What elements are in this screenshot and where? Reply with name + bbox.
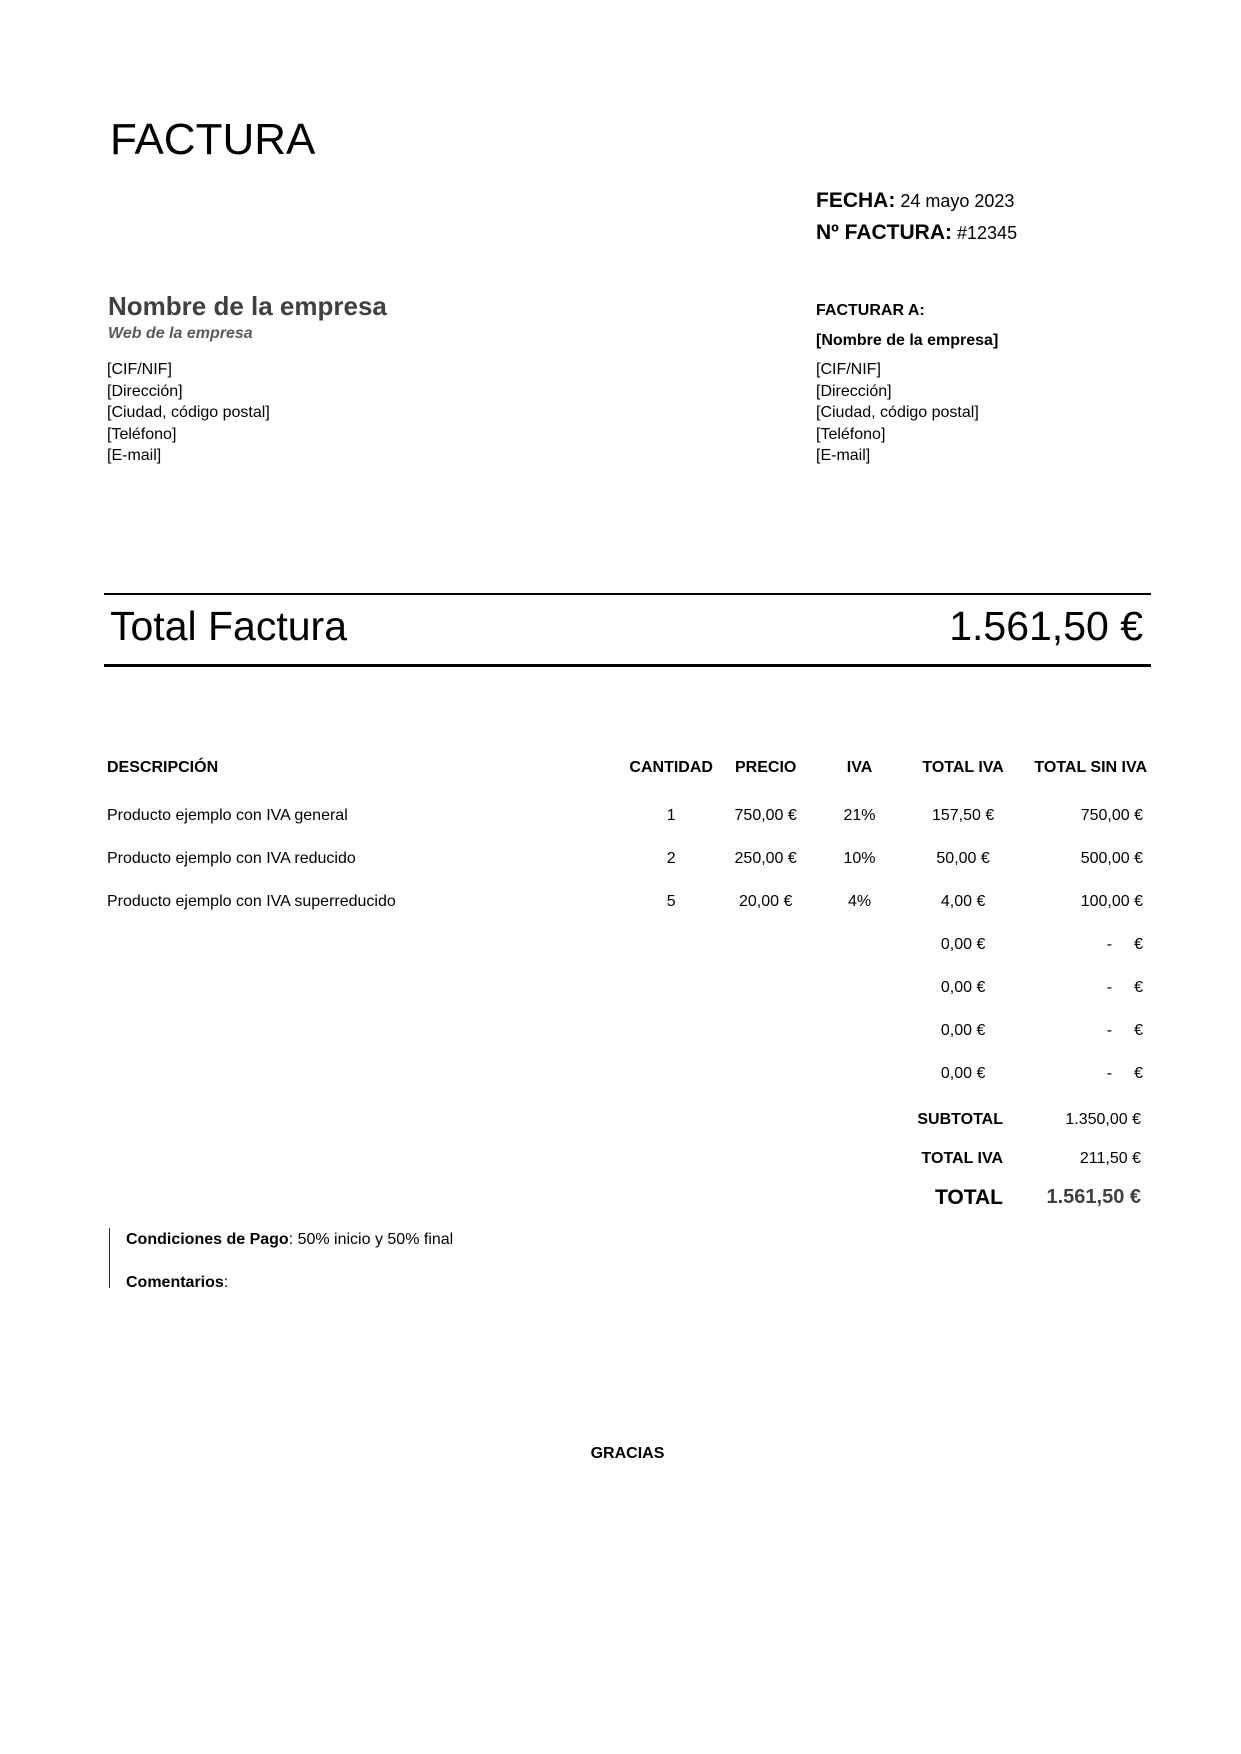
seller-company-name: Nombre de la empresa bbox=[108, 291, 387, 321]
cell-price bbox=[721, 1009, 810, 1052]
cell-total-iva: 0,00 € bbox=[940, 935, 986, 953]
cell-quantity bbox=[621, 923, 721, 966]
cell-total-sin-iva: 500,00 € bbox=[1080, 849, 1143, 867]
cell-quantity bbox=[621, 966, 721, 1009]
divider-bottom bbox=[104, 664, 1151, 667]
euro-symbol: € bbox=[1134, 1021, 1143, 1039]
total-iva-value: 211,50 € bbox=[1079, 1150, 1141, 1167]
seller-phone: [Teléfono] bbox=[107, 425, 177, 443]
comments bbox=[126, 1275, 228, 1291]
bill-to-address: [Dirección] bbox=[816, 382, 892, 400]
document-title: FACTURA bbox=[110, 115, 316, 164]
subtotal-value: 1.350,00 € bbox=[1065, 1111, 1141, 1128]
cell-price bbox=[721, 1052, 810, 1095]
bill-to-phone: [Teléfono] bbox=[816, 425, 886, 443]
bill-to-tax-id: [CIF/NIF] bbox=[816, 361, 881, 378]
subtotal-label: SUBTOTAL bbox=[917, 1111, 1003, 1128]
header-total-iva: TOTAL IVA bbox=[922, 759, 1004, 776]
empty-amount-dash: - bbox=[1106, 1064, 1113, 1082]
empty-amount-dash: - bbox=[1106, 1021, 1113, 1039]
cell-description bbox=[104, 966, 621, 1009]
cell-quantity: 2 bbox=[666, 849, 676, 867]
thanks-footer: GRACIAS bbox=[590, 1445, 665, 1462]
cell-total-iva: 50,00 € bbox=[936, 849, 990, 867]
header-description: DESCRIPCIÓN bbox=[107, 759, 219, 776]
comments-label: Comentarios bbox=[126, 1274, 224, 1291]
empty-amount-dash: - bbox=[1106, 935, 1113, 953]
seller-company-web: Web de la empresa bbox=[108, 325, 253, 342]
cell-description: Producto ejemplo con IVA general bbox=[107, 806, 348, 824]
grand-total-label: TOTAL bbox=[934, 1186, 1003, 1209]
seller-address-block bbox=[107, 359, 270, 467]
cell-total-iva: 157,50 € bbox=[931, 806, 995, 824]
seller-city: [Ciudad, código postal] bbox=[107, 404, 270, 421]
cell-description: Producto ejemplo con IVA superreducido bbox=[107, 892, 396, 910]
total-banner-value: 1.561,50 € bbox=[949, 603, 1143, 649]
cell-quantity bbox=[621, 1052, 721, 1095]
cell-description bbox=[104, 1052, 621, 1095]
date-value: 24 mayo 2023 bbox=[900, 191, 1015, 211]
invoice-number bbox=[816, 222, 1017, 243]
invoice-number-label: Nº FACTURA: bbox=[816, 221, 952, 244]
table-row bbox=[104, 966, 1151, 1009]
bill-to-company-name: [Nombre de la empresa] bbox=[816, 332, 999, 349]
cell-total-iva: 0,00 € bbox=[940, 1021, 986, 1039]
table-row bbox=[104, 837, 1151, 880]
bill-to-address-block bbox=[816, 359, 979, 467]
bill-to-heading: FACTURAR A: bbox=[816, 302, 925, 319]
total-banner-label: Total Factura bbox=[110, 603, 347, 649]
comments-value: : bbox=[223, 1274, 229, 1291]
total-iva-label: TOTAL IVA bbox=[921, 1150, 1003, 1167]
cell-iva bbox=[810, 1052, 908, 1095]
invoice-number-value: #12345 bbox=[957, 223, 1018, 243]
empty-amount-dash: - bbox=[1106, 978, 1113, 996]
table-row bbox=[104, 923, 1151, 966]
cell-total-sin-iva bbox=[1018, 1052, 1151, 1095]
invoice-date bbox=[816, 190, 1014, 211]
table-row bbox=[104, 1009, 1151, 1052]
date-label: FECHA: bbox=[816, 189, 896, 212]
euro-symbol: € bbox=[1134, 935, 1143, 953]
cell-quantity: 5 bbox=[666, 892, 676, 910]
payment-terms-value: : 50% inicio y 50% final bbox=[288, 1231, 454, 1248]
cell-quantity: 1 bbox=[666, 806, 676, 824]
seller-email: [E-mail] bbox=[107, 447, 162, 464]
terms-side-bar bbox=[109, 1228, 110, 1288]
seller-address: [Dirección] bbox=[107, 382, 183, 400]
cell-iva: 10% bbox=[843, 849, 876, 867]
table-row bbox=[104, 1052, 1151, 1095]
cell-iva: 4% bbox=[847, 892, 872, 910]
cell-total-sin-iva bbox=[1018, 966, 1151, 1009]
cell-description: Producto ejemplo con IVA reducido bbox=[107, 849, 356, 867]
cell-total-iva: 0,00 € bbox=[940, 1064, 986, 1082]
euro-symbol: € bbox=[1134, 1064, 1143, 1082]
cell-iva bbox=[810, 1009, 908, 1052]
cell-total-sin-iva: 750,00 € bbox=[1080, 806, 1143, 824]
cell-quantity bbox=[621, 1009, 721, 1052]
cell-price: 250,00 € bbox=[734, 849, 797, 867]
bill-to-email: [E-mail] bbox=[816, 447, 871, 464]
cell-description bbox=[104, 923, 621, 966]
divider-top bbox=[104, 593, 1151, 595]
cell-total-sin-iva bbox=[1018, 923, 1151, 966]
header-iva: IVA bbox=[846, 759, 873, 776]
table-header-row bbox=[104, 752, 1151, 794]
header-price: PRECIO bbox=[734, 759, 797, 776]
cell-price: 20,00 € bbox=[738, 892, 793, 910]
cell-iva: 21% bbox=[843, 806, 876, 824]
cell-price bbox=[721, 966, 810, 1009]
cell-total-sin-iva: 100,00 € bbox=[1080, 892, 1143, 910]
table-row bbox=[104, 880, 1151, 923]
cell-price: 750,00 € bbox=[734, 806, 797, 824]
cell-iva bbox=[810, 966, 908, 1009]
table-row bbox=[104, 794, 1151, 837]
bill-to-city: [Ciudad, código postal] bbox=[816, 404, 979, 421]
cell-total-iva: 0,00 € bbox=[940, 978, 986, 996]
payment-terms bbox=[126, 1232, 453, 1248]
cell-iva bbox=[810, 923, 908, 966]
cell-description bbox=[104, 1009, 621, 1052]
header-total-sin-iva: TOTAL SIN IVA bbox=[1034, 759, 1147, 776]
seller-tax-id: [CIF/NIF] bbox=[107, 361, 172, 378]
cell-total-iva: 4,00 € bbox=[940, 892, 986, 910]
line-items-table bbox=[104, 752, 1151, 1095]
grand-total-value: 1.561,50 € bbox=[1046, 1186, 1141, 1208]
cell-total-sin-iva bbox=[1018, 1009, 1151, 1052]
header-quantity: CANTIDAD bbox=[629, 759, 713, 776]
cell-price bbox=[721, 923, 810, 966]
euro-symbol: € bbox=[1134, 978, 1143, 996]
payment-terms-label: Condiciones de Pago bbox=[126, 1231, 289, 1248]
